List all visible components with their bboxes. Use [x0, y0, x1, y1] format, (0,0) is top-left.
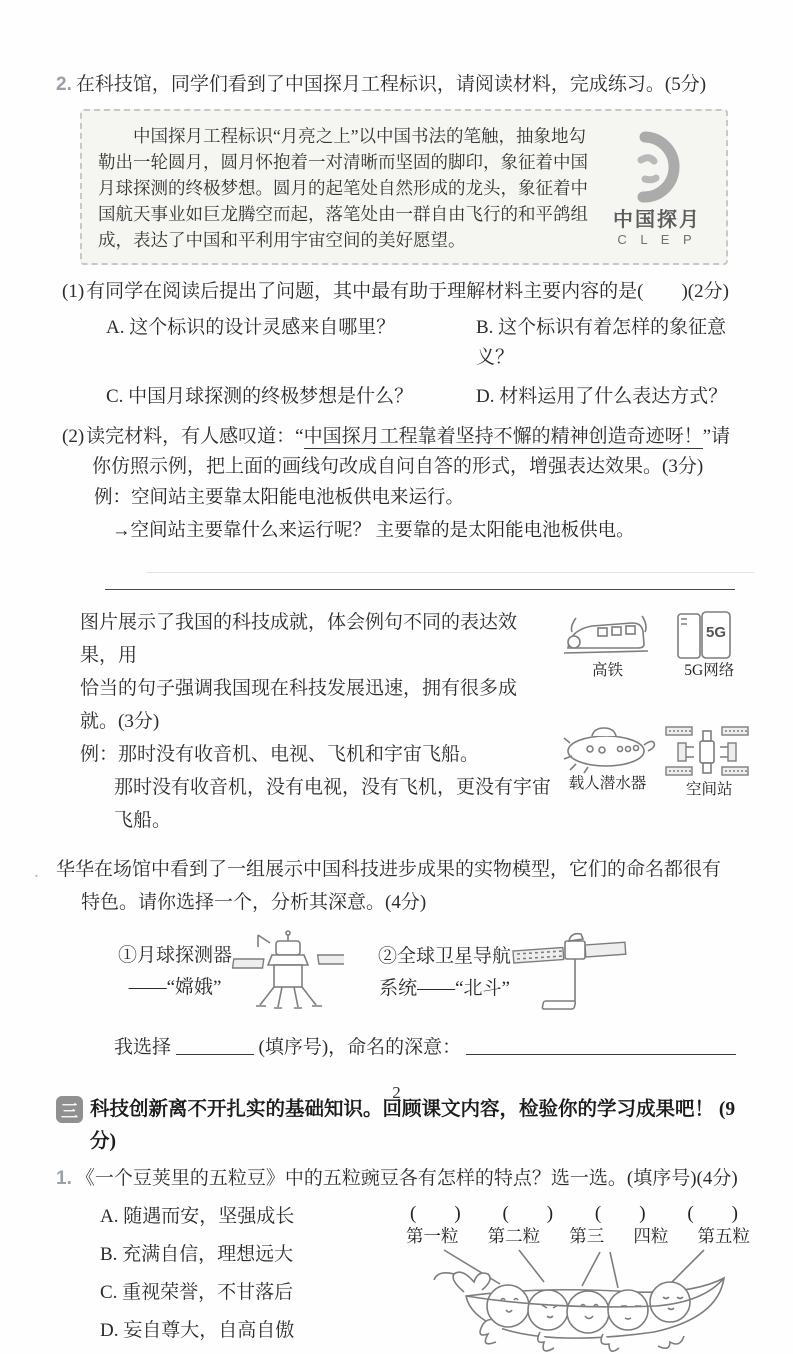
pea-label-3: 第三 — [569, 1226, 605, 1246]
clep-logo — [598, 123, 716, 253]
cropped-list-mark: . — [34, 861, 39, 882]
option-a: A. 随遇而安，坚强成长 — [100, 1206, 295, 1227]
option-d: D. 妄自尊大，自高自傲 — [100, 1320, 295, 1341]
question-3-example-answer: 那时没有收音机，没有电视，没有飞机，更没有宇宙飞船。 — [114, 777, 552, 831]
pea-label-1: 第一粒 — [406, 1226, 459, 1246]
answer-brackets-row — [404, 1198, 752, 1225]
section-3-title: 科技创新离不开扎实的基础知识。回顾课文内容，检验你的学习成果吧！ (9分) — [90, 1099, 736, 1152]
model-2-line1: ②全球卫星导航 — [378, 946, 512, 967]
item-1-number: 1. — [56, 1168, 72, 1189]
question-2-1-number: (1) — [62, 281, 85, 302]
clep-logo-name: 中国探月 — [613, 209, 701, 231]
question-2-2-number: (2) — [62, 426, 85, 447]
tech-icons-grid — [558, 610, 755, 837]
pea-label-2: 第二粒 — [487, 1226, 541, 1246]
question-3-stem-line2: 恰当的句子强调我国现在科技发展迅速，拥有很多成就。(3分) — [80, 678, 518, 732]
answer-bracket[interactable]: ( ) — [502, 1203, 554, 1224]
fill-note: (填序号)，命名的深意： — [258, 1037, 462, 1058]
material-paragraph: 中国探月工程标识“月亮之上”以中国书法的笔触，抽象地勾勒出一轮圆月，圆月怀抱着一对清晰而坚固的脚印，象征着中国月球探测的终极梦想。圆月的起笔处自然形成的龙头，象征着中国航天事业如巨龙腾空而起，落笔处由一群自由飞行的和平鸽组成，表达了中国和平利用宇宙空间的美好愿望。 — [98, 126, 588, 250]
manned-submersible-icon — [558, 723, 658, 775]
model-1-line1: ①月球探测器 — [118, 945, 233, 966]
answer-bracket[interactable]: ( ) — [410, 1203, 461, 1224]
model-2-label — [378, 941, 511, 1005]
question-2-2 — [62, 422, 755, 548]
example-source-sentence: 例：空间站主要靠太阳能电池板供电来运行。 — [94, 488, 465, 508]
answer-line-faint[interactable] — [146, 558, 754, 573]
section-3-badge: 三 — [56, 1096, 83, 1123]
question-3-stem-line1: 图片展示了我国的科技成就，体会例句不同的表达效果，用 — [80, 612, 518, 666]
beidou-satellite-icon — [511, 929, 631, 1017]
option-b: B. 充满自信，理想远大 — [100, 1244, 294, 1265]
question-4-stem-line2: 特色。请你选择一个，分析其深意。(4分) — [81, 892, 427, 913]
5g-label: 5G — [705, 624, 726, 641]
question-3-text — [80, 606, 552, 837]
pea-labels-row — [404, 1223, 752, 1248]
question-2-1-options — [106, 313, 755, 412]
tech-caption: 空间站 — [686, 780, 733, 798]
question-2-2-line1 — [62, 422, 755, 452]
option-c: C. 重视荣誉，不甘落后 — [100, 1282, 294, 1303]
tech-caption: 5G网络 — [684, 662, 735, 679]
stem-pre: 读完材料，有人感叹道：“ — [86, 426, 304, 447]
clep-logo-abbr: C L E P — [617, 232, 697, 247]
high-speed-rail-icon — [558, 610, 654, 662]
option-b: B. 这个标识有着怎样的象征意义？ — [476, 317, 727, 368]
answer-bracket[interactable]: ( ) — [594, 1203, 646, 1224]
section-3-item-1 — [56, 1163, 755, 1194]
pea-pod-illustration — [404, 1248, 752, 1354]
choose-label: 我选择 — [114, 1037, 172, 1058]
page-number: 2 — [392, 1083, 401, 1102]
option-d: D. 材料运用了什么表达方式？ — [476, 386, 728, 407]
question-2-2-line2: 你仿照示例，把上面的画线句改成自问自答的形式，增强表达效果。(3分) — [92, 456, 704, 477]
tech-item-space-station — [664, 723, 755, 838]
answer-bracket[interactable]: ( ) — [687, 1203, 738, 1224]
model-change — [118, 929, 344, 1015]
space-station-icon — [664, 723, 750, 781]
model-2-line2: 系统——“北斗” — [379, 978, 510, 999]
section-3-header — [56, 1094, 755, 1158]
option-c: C. 中国月球探测的终极梦想是什么？ — [106, 386, 414, 407]
choice-blank[interactable] — [176, 1036, 254, 1055]
stem-post: ”请 — [702, 426, 731, 447]
question-2-stem — [56, 70, 755, 100]
question-2-number: 2. — [56, 74, 72, 95]
tech-item-5g-network — [664, 610, 755, 719]
model-1-label — [118, 940, 232, 1004]
question-2-1 — [62, 277, 755, 412]
meaning-blank[interactable] — [466, 1036, 736, 1055]
question-2-text: 在科技馆，同学们看到了中国探月工程标识，请阅读材料，完成练习。(5分) — [75, 74, 707, 95]
model-1-line2: ——“嫦娥” — [128, 977, 222, 998]
item-1-text: 《一个豆荚里的五粒豆》中的五粒豌豆各有怎样的特点？选一选。(填序号)(4分) — [75, 1168, 738, 1189]
tech-item-high-speed-rail — [558, 610, 658, 719]
tech-caption: 载人潜水器 — [568, 774, 647, 792]
lunar-lander-icon — [232, 929, 344, 1015]
tech-item-manned-submersible — [558, 723, 658, 838]
reading-material-box — [80, 109, 728, 265]
item-1-options — [100, 1198, 400, 1354]
moon-crescent-icon — [615, 127, 699, 209]
pea-label-5: 第五粒 — [697, 1226, 750, 1246]
5g-network-icon — [664, 610, 742, 662]
question-2-1-text: 有同学在阅读后提出了问题，其中最有助于理解材料主要内容的是( )(2分) — [86, 281, 729, 302]
underlined-sentence: 中国探月工程靠着坚持不懈的精神创造奇迹呀！ — [303, 426, 703, 447]
pea-label-4: 四粒 — [633, 1226, 669, 1246]
choose-answer-line — [114, 1031, 755, 1064]
option-a: A. 这个标识的设计灵感来自哪里？ — [106, 317, 396, 338]
question-3-example-source: 例：那时没有收音机、电视、飞机和宇宙飞船。 — [80, 744, 480, 765]
item-1-body — [56, 1198, 755, 1354]
question-4-stem-line1: 华华在场馆中看到了一组展示中国科技进步成果的实物模型，它们的命名都很有 — [56, 859, 722, 880]
example-answer-sentence: →空间站主要靠什么来运行呢？ 主要靠的是太阳能电池板供电。 — [112, 521, 635, 541]
question-3 — [56, 606, 755, 837]
answer-line[interactable] — [105, 573, 735, 590]
tech-caption: 高铁 — [592, 662, 624, 679]
model-choices — [118, 929, 755, 1017]
pea-pod-figure — [404, 1198, 752, 1354]
model-beidou — [378, 929, 631, 1017]
question-4 — [34, 853, 755, 1064]
